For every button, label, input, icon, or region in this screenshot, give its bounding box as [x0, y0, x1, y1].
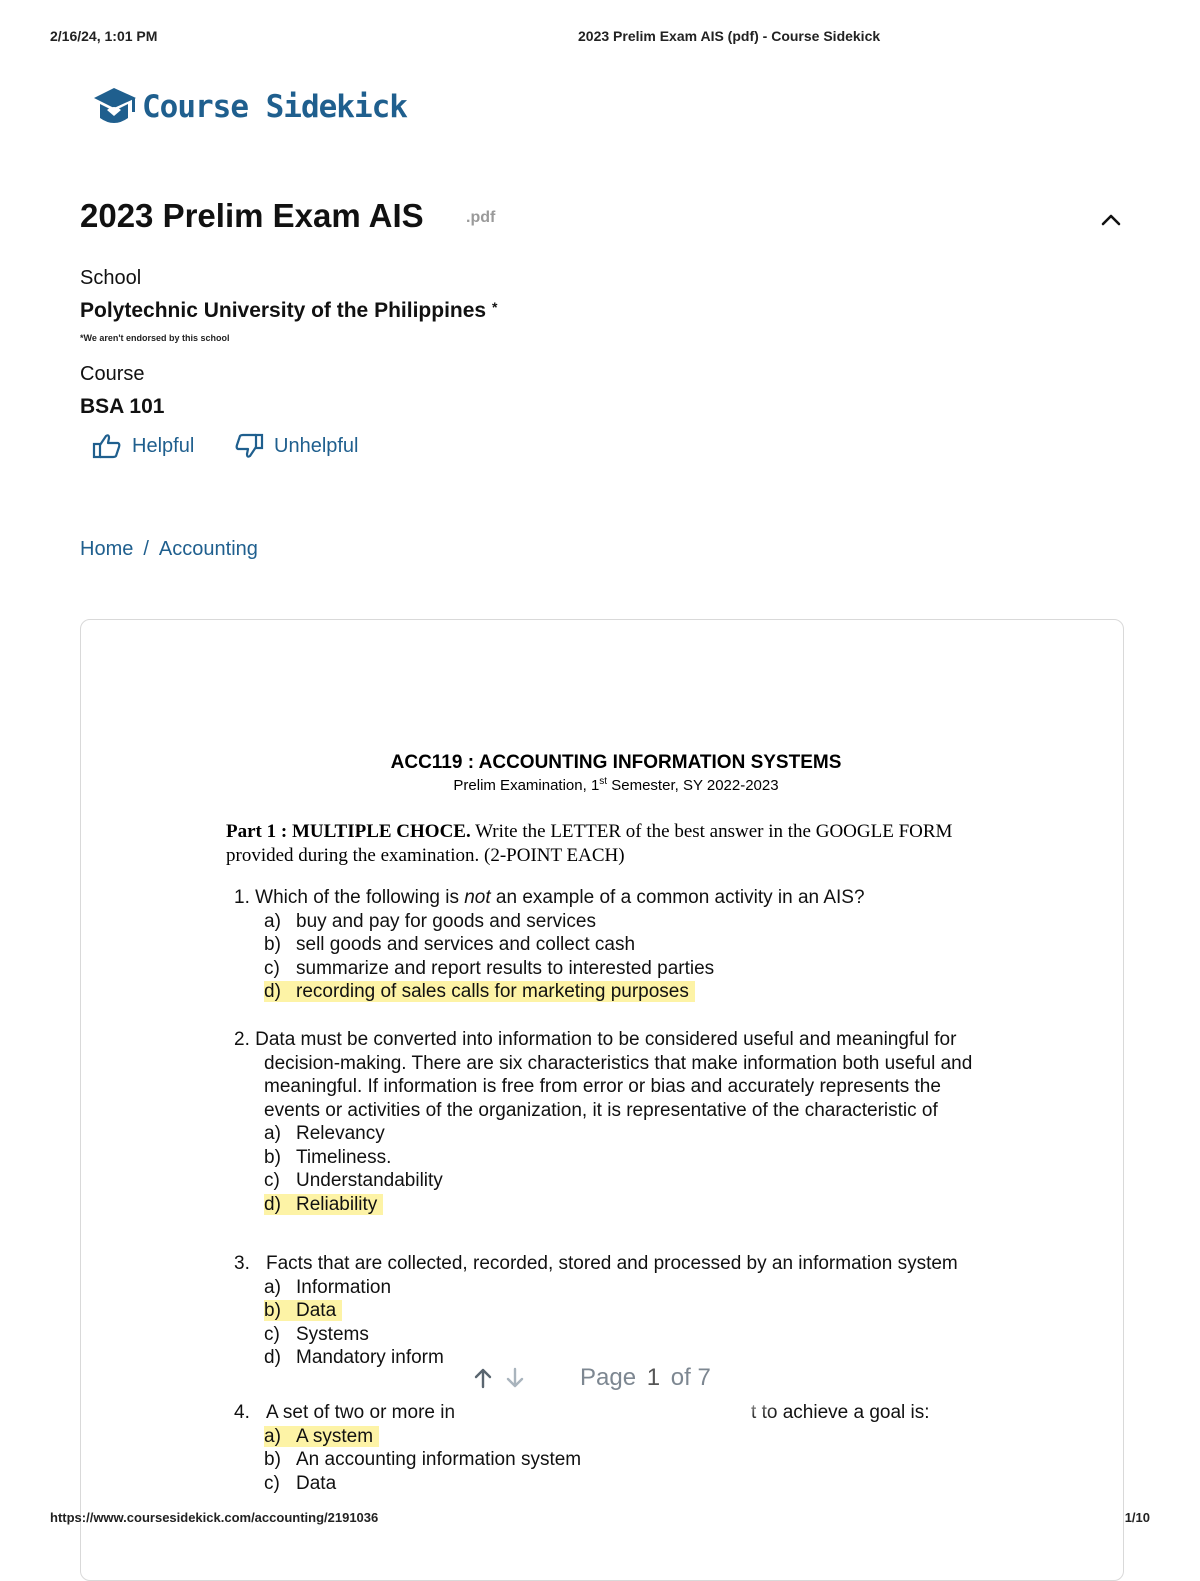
- page-navigator: [470, 1360, 760, 1396]
- question-stem-text: Which of the following is: [255, 887, 465, 908]
- option-text: Mandatory inform: [296, 1347, 444, 1368]
- question-stem: [234, 1252, 958, 1276]
- page-total: of 7: [670, 1364, 711, 1391]
- document-title: 2023 Prelim Exam AIS: [80, 197, 424, 234]
- file-extension: .pdf: [466, 209, 496, 226]
- thumbs-down-icon: [234, 432, 264, 460]
- question-stem: [234, 1401, 930, 1425]
- option-highlighted: [264, 1425, 930, 1449]
- question-number: 2.: [234, 1029, 250, 1050]
- option-text: summarize and report results to interested parties: [296, 957, 715, 979]
- school-value[interactable]: [80, 299, 497, 323]
- question-4: [234, 1401, 930, 1495]
- option-letter: c): [264, 957, 280, 979]
- question-stem-text-end: an example of a common activity in an AIS?: [490, 887, 865, 908]
- option-letter: d): [264, 981, 281, 1002]
- option-text: sell goods and services and collect cash: [296, 934, 636, 955]
- pdf-page-content: [226, 752, 1006, 868]
- option-highlighted: [264, 980, 865, 1004]
- exam-subtitle-sup: st: [599, 776, 608, 787]
- option-letter: c): [264, 1323, 280, 1345]
- option: [264, 1472, 930, 1496]
- option-letter: a): [264, 1123, 281, 1144]
- helpful-label: Helpful: [132, 434, 195, 457]
- option-text: buy and pay for goods and services: [296, 910, 596, 932]
- question-3: [234, 1252, 958, 1370]
- instruction-text: Write the LETTER of the best answer in the GOOGLE FORM provided during the examination. (2-POINT EACH): [226, 821, 953, 866]
- print-page-count: 1/10: [1124, 1510, 1150, 1525]
- option-letter: c): [264, 1472, 280, 1494]
- question-number: 3.: [234, 1253, 250, 1274]
- option: [264, 1122, 972, 1146]
- unhelpful-button[interactable]: [234, 432, 359, 460]
- option: [264, 1276, 958, 1300]
- answer-highlight: [264, 981, 695, 1002]
- thumbs-up-icon: [92, 432, 122, 460]
- exam-subtitle-rest: Semester, SY 2022-2023: [607, 777, 779, 794]
- option: [264, 957, 865, 981]
- option: [264, 933, 865, 957]
- option-text: Timeliness.: [296, 1146, 392, 1168]
- option-letter: a): [264, 1425, 281, 1447]
- exam-subtitle-text: Prelim Examination, 1: [453, 777, 600, 794]
- page-label: Page: [580, 1364, 637, 1391]
- option: [264, 1323, 958, 1347]
- question-stem-line: events or activities of the organization, it is representative of the characteristic of: [264, 1099, 938, 1121]
- instruction-part-label: Part 1 : MULTIPLE CHOCE.: [226, 821, 471, 842]
- school-label: School: [80, 267, 142, 289]
- option-text: Information: [296, 1276, 392, 1298]
- question-stem-text: A set of two or more in: [266, 1402, 456, 1423]
- option-letter: a): [264, 910, 281, 932]
- option-text: Understandability: [296, 1170, 443, 1191]
- print-datetime: 2/16/24, 1:01 PM: [50, 28, 158, 44]
- question-number: 1.: [234, 887, 250, 908]
- question-stem: [234, 1028, 972, 1052]
- exam-instruction: [226, 820, 1006, 868]
- question-number: 4.: [234, 1402, 250, 1423]
- print-page-title: 2023 Prelim Exam AIS (pdf) - Course Sidekick: [578, 28, 881, 44]
- option-letter: b): [264, 1449, 281, 1470]
- course-label: Course: [80, 363, 145, 385]
- option-letter: b): [264, 934, 281, 955]
- question-stem-line: decision-making. There are six characteristics that make information both useful and: [264, 1052, 973, 1074]
- option-letter: b): [264, 1300, 281, 1321]
- unhelpful-label: Unhelpful: [274, 434, 359, 457]
- option-text: Relevancy: [296, 1123, 385, 1144]
- option-highlighted: [264, 1299, 958, 1323]
- school-disclaimer: *We aren't endorsed by this school: [80, 333, 230, 343]
- answer-highlight: [264, 1426, 379, 1447]
- print-url: https://www.coursesidekick.com/accounting/2191036: [50, 1510, 379, 1525]
- option: [264, 1146, 972, 1170]
- answer-highlight: [264, 1194, 383, 1215]
- question-stem-text: Facts that are collected, recorded, stored and processed by an information system: [266, 1253, 958, 1274]
- option-text: An accounting information system: [296, 1449, 582, 1470]
- option-text: Reliability: [296, 1193, 378, 1215]
- exam-title: ACC119 : ACCOUNTING INFORMATION SYSTEMS: [390, 752, 842, 773]
- school-marker: *: [491, 299, 498, 315]
- arrow-down-icon[interactable]: [502, 1365, 528, 1391]
- logo-text: Course Sidekick: [142, 89, 407, 125]
- school-name: Polytechnic University of the Philippines: [80, 299, 487, 322]
- question-2: [234, 1028, 972, 1216]
- question-1: [234, 886, 865, 1004]
- answer-highlight: [264, 1300, 342, 1321]
- question-stem-line: meaningful. If information is free from error or bias and accurately represents the: [264, 1076, 941, 1097]
- option-text: Data: [296, 1300, 337, 1321]
- breadcrumb: [80, 538, 258, 561]
- option: [264, 1448, 930, 1472]
- breadcrumb-home[interactable]: Home: [80, 538, 134, 560]
- course-value[interactable]: BSA 101: [80, 395, 165, 418]
- question-stem-emphasis: not: [464, 887, 491, 908]
- arrow-up-icon[interactable]: [470, 1365, 496, 1391]
- option: [264, 1169, 972, 1193]
- page-current-input[interactable]: 1: [646, 1364, 661, 1391]
- option-text: A system: [296, 1425, 374, 1447]
- option-text: Data: [296, 1472, 337, 1494]
- option-letter: d): [264, 1347, 281, 1368]
- helpful-button[interactable]: [92, 432, 194, 460]
- option-letter: b): [264, 1146, 281, 1168]
- graduation-cap-icon: [90, 84, 138, 130]
- option-highlighted: [264, 1193, 972, 1217]
- option: [264, 910, 865, 934]
- breadcrumb-separator: /: [143, 538, 149, 560]
- question-stem-text-end: t to achieve a goal is:: [751, 1402, 930, 1423]
- print-header: [50, 28, 1150, 50]
- page-indicator: [580, 1364, 711, 1392]
- option-letter: a): [264, 1276, 281, 1298]
- chevron-up-icon[interactable]: [1098, 208, 1124, 232]
- option-text: recording of sales calls for marketing purposes: [296, 981, 689, 1002]
- exam-subtitle: [226, 776, 1006, 794]
- option-letter: c): [264, 1170, 280, 1191]
- option-text: Systems: [296, 1323, 369, 1345]
- question-stem: [234, 886, 865, 910]
- site-logo[interactable]: [90, 84, 407, 130]
- question-stem-line: Data must be converted into information to be considered useful and meaningful for: [255, 1029, 957, 1050]
- option-letter: d): [264, 1193, 281, 1215]
- breadcrumb-accounting[interactable]: Accounting: [158, 538, 258, 560]
